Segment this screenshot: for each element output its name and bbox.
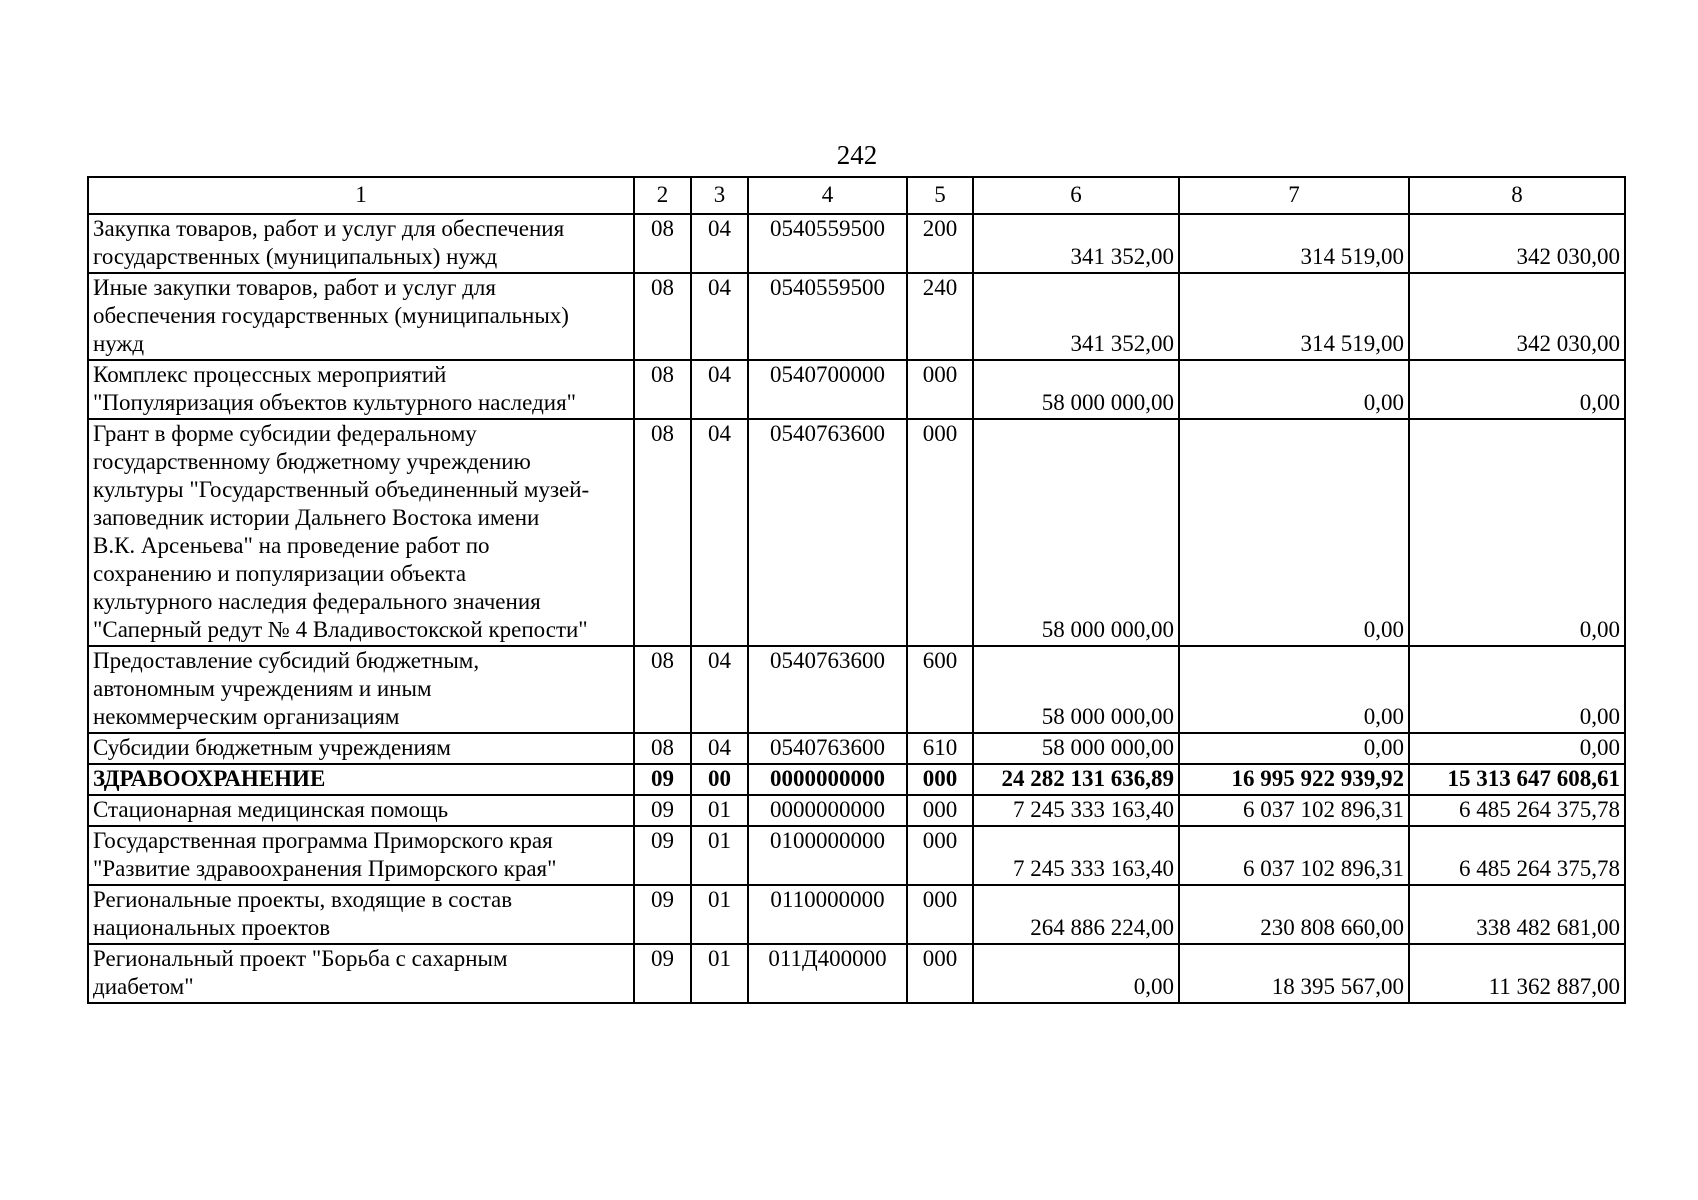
item-name-line: некоммерческим организациям xyxy=(93,704,400,729)
page-number: 242 xyxy=(836,140,878,170)
expense-type-code: 000 xyxy=(907,795,973,826)
item-name-line: государственных (муниципальных) нужд xyxy=(93,244,498,269)
amount-column-6: 7 245 333 163,40 xyxy=(973,795,1179,826)
item-name-line: нужд xyxy=(93,331,145,356)
item-name-line: национальных проектов xyxy=(93,915,331,940)
amount-column-7: 0,00 xyxy=(1179,733,1409,764)
expense-type-code: 000 xyxy=(907,764,973,795)
amount-column-7: 230 808 660,00 xyxy=(1179,885,1409,944)
column-header: 5 xyxy=(907,177,973,214)
amount-column-6: 58 000 000,00 xyxy=(973,360,1179,419)
amount-column-8: 342 030,00 xyxy=(1409,273,1625,360)
expense-type-code: 600 xyxy=(907,646,973,733)
amount-column-6: 58 000 000,00 xyxy=(973,733,1179,764)
amount-column-6: 7 245 333 163,40 xyxy=(973,826,1179,885)
table-row xyxy=(88,764,1625,795)
amount-column-8: 0,00 xyxy=(1409,646,1625,733)
item-name-line: Региональный проект "Борьба с сахарным xyxy=(93,946,508,971)
target-article-code: 0000000000 xyxy=(748,764,907,795)
item-name-line: Грант в форме субсидии федеральному xyxy=(93,421,477,446)
target-article-code: 0100000000 xyxy=(748,826,907,885)
amount-column-7: 0,00 xyxy=(1179,360,1409,419)
target-article-code: 011Д400000 xyxy=(748,944,907,1003)
table-row xyxy=(88,360,1625,419)
amount-column-6: 264 886 224,00 xyxy=(973,885,1179,944)
amount-column-6: 24 282 131 636,89 xyxy=(973,764,1179,795)
item-name-cell xyxy=(88,826,634,885)
target-article-code: 0540559500 xyxy=(748,214,907,273)
item-name-line: "Популяризация объектов культурного наследия" xyxy=(93,390,577,415)
column-header: 7 xyxy=(1179,177,1409,214)
section-code: 08 xyxy=(634,273,691,360)
expense-type-code: 000 xyxy=(907,826,973,885)
amount-column-8: 338 482 681,00 xyxy=(1409,885,1625,944)
item-name-line: ЗДРАВООХРАНЕНИЕ xyxy=(93,766,326,791)
column-number-row xyxy=(88,177,1625,214)
section-code: 08 xyxy=(634,646,691,733)
item-name-line: государственному бюджетному учреждению xyxy=(93,449,531,474)
item-name-line: Закупка товаров, работ и услуг для обеспечения xyxy=(93,216,565,241)
table-row xyxy=(88,885,1625,944)
subsection-code: 04 xyxy=(691,214,748,273)
column-header: 8 xyxy=(1409,177,1625,214)
amount-column-7: 314 519,00 xyxy=(1179,214,1409,273)
subsection-code: 04 xyxy=(691,646,748,733)
table-row xyxy=(88,826,1625,885)
amount-column-8: 11 362 887,00 xyxy=(1409,944,1625,1003)
budget-table xyxy=(87,176,1626,1004)
subsection-code: 04 xyxy=(691,273,748,360)
column-header: 4 xyxy=(748,177,907,214)
amount-column-8: 6 485 264 375,78 xyxy=(1409,826,1625,885)
item-name-cell xyxy=(88,273,634,360)
amount-column-8: 342 030,00 xyxy=(1409,214,1625,273)
column-header: 6 xyxy=(973,177,1179,214)
table-row xyxy=(88,273,1625,360)
subsection-code: 04 xyxy=(691,360,748,419)
expense-type-code: 000 xyxy=(907,885,973,944)
item-name-line: В.К. Арсеньева" на проведение работ по xyxy=(93,533,490,558)
amount-column-6: 341 352,00 xyxy=(973,214,1179,273)
item-name-cell xyxy=(88,646,634,733)
amount-column-8: 0,00 xyxy=(1409,360,1625,419)
item-name-cell xyxy=(88,733,634,764)
section-code: 08 xyxy=(634,360,691,419)
expense-type-code: 200 xyxy=(907,214,973,273)
amount-column-6: 58 000 000,00 xyxy=(973,646,1179,733)
section-code: 09 xyxy=(634,944,691,1003)
amount-column-7: 18 395 567,00 xyxy=(1179,944,1409,1003)
table-row xyxy=(88,646,1625,733)
amount-column-7: 0,00 xyxy=(1179,646,1409,733)
subsection-code: 04 xyxy=(691,419,748,646)
item-name-line: "Развитие здравоохранения Приморского края" xyxy=(93,856,557,881)
subsection-code: 01 xyxy=(691,885,748,944)
item-name-line: Предоставление субсидий бюджетным, xyxy=(93,648,480,673)
table-row xyxy=(88,733,1625,764)
amount-column-6: 341 352,00 xyxy=(973,273,1179,360)
section-code: 08 xyxy=(634,733,691,764)
item-name-line: Стационарная медицинская помощь xyxy=(93,797,449,822)
table-row xyxy=(88,419,1625,646)
section-code: 08 xyxy=(634,419,691,646)
item-name-line: Иные закупки товаров, работ и услуг для xyxy=(93,275,496,300)
item-name-cell xyxy=(88,944,634,1003)
item-name-cell xyxy=(88,795,634,826)
item-name-line: Государственная программа Приморского края xyxy=(93,828,553,853)
target-article-code: 0540763600 xyxy=(748,646,907,733)
item-name-line: Комплекс процессных мероприятий xyxy=(93,362,447,387)
subsection-code: 01 xyxy=(691,944,748,1003)
section-code: 09 xyxy=(634,795,691,826)
column-header: 2 xyxy=(634,177,691,214)
item-name-cell xyxy=(88,214,634,273)
table-row xyxy=(88,944,1625,1003)
amount-column-7: 6 037 102 896,31 xyxy=(1179,795,1409,826)
target-article-code: 0000000000 xyxy=(748,795,907,826)
item-name-line: заповедник истории Дальнего Востока имени xyxy=(93,505,540,530)
item-name-cell xyxy=(88,360,634,419)
target-article-code: 0110000000 xyxy=(748,885,907,944)
amount-column-8: 15 313 647 608,61 xyxy=(1409,764,1625,795)
table-row xyxy=(88,214,1625,273)
subsection-code: 01 xyxy=(691,826,748,885)
subsection-code: 00 xyxy=(691,764,748,795)
section-code: 09 xyxy=(634,885,691,944)
subsection-code: 01 xyxy=(691,795,748,826)
amount-column-6: 58 000 000,00 xyxy=(973,419,1179,646)
section-code: 09 xyxy=(634,826,691,885)
amount-column-7: 0,00 xyxy=(1179,419,1409,646)
item-name-line: культурного наследия федерального значения xyxy=(93,589,541,614)
column-header: 1 xyxy=(88,177,634,214)
item-name-cell xyxy=(88,764,634,795)
target-article-code: 0540763600 xyxy=(748,733,907,764)
amount-column-7: 6 037 102 896,31 xyxy=(1179,826,1409,885)
item-name-cell xyxy=(88,885,634,944)
amount-column-8: 6 485 264 375,78 xyxy=(1409,795,1625,826)
item-name-line: культуры "Государственный объединенный музей- xyxy=(93,477,590,502)
column-header: 3 xyxy=(691,177,748,214)
amount-column-7: 16 995 922 939,92 xyxy=(1179,764,1409,795)
item-name-line: "Саперный редут № 4 Владивостокской крепости" xyxy=(93,617,588,642)
subsection-code: 04 xyxy=(691,733,748,764)
item-name-line: Субсидии бюджетным учреждениям xyxy=(93,735,451,760)
expense-type-code: 000 xyxy=(907,419,973,646)
expense-type-code: 240 xyxy=(907,273,973,360)
section-code: 09 xyxy=(634,764,691,795)
item-name-line: Региональные проекты, входящие в состав xyxy=(93,887,513,912)
amount-column-8: 0,00 xyxy=(1409,419,1625,646)
table-row xyxy=(88,795,1625,826)
expense-type-code: 000 xyxy=(907,944,973,1003)
table-body xyxy=(88,177,1625,1003)
target-article-code: 0540700000 xyxy=(748,360,907,419)
amount-column-6: 0,00 xyxy=(973,944,1179,1003)
item-name-line: обеспечения государственных (муниципальных) xyxy=(93,303,569,328)
item-name-cell xyxy=(88,419,634,646)
amount-column-7: 314 519,00 xyxy=(1179,273,1409,360)
amount-column-8: 0,00 xyxy=(1409,733,1625,764)
target-article-code: 0540763600 xyxy=(748,419,907,646)
expense-type-code: 000 xyxy=(907,360,973,419)
item-name-line: автономным учреждениям и иным xyxy=(93,676,432,701)
expense-type-code: 610 xyxy=(907,733,973,764)
item-name-line: сохранению и популяризации объекта xyxy=(93,561,467,586)
section-code: 08 xyxy=(634,214,691,273)
item-name-line: диабетом" xyxy=(93,974,194,999)
target-article-code: 0540559500 xyxy=(748,273,907,360)
